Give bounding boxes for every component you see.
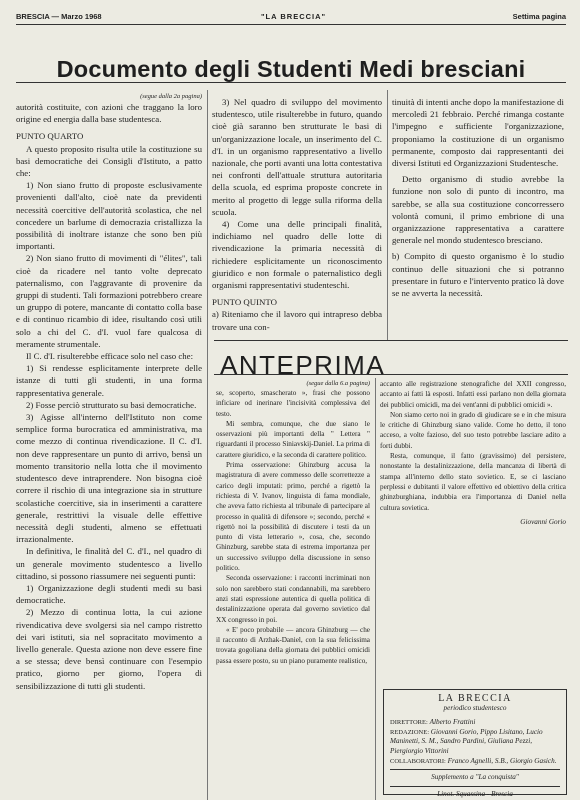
article-headline: Documento degli Studenti Medi bresciani bbox=[56, 56, 526, 82]
paragraph: autorità costituite, con azioni che traggano la loro origine ed energia dalla base studentesca. bbox=[16, 102, 202, 125]
anteprima-column-left bbox=[216, 379, 370, 666]
paragraph: 2) Mezzo di continua lotta, la cui azione rivendicativa deve svolgersi sia nel campo ristretto dei vari istituti, sia nel sopracitato movimento a livello generale. Questa azione non deve essere fine a se stessa; deve bensì continuare con l'esempio pratico, giorno per giorno, l'opera di sensibilizzazione di tutti gli studenti. bbox=[16, 607, 202, 691]
paragraph: se, scoperto, smascherato », frasi che possono inficiare od inerinare l'incisività complessiva del testo. bbox=[216, 389, 370, 418]
director-name: Alberto Frattini bbox=[429, 718, 476, 727]
header-page-number: Settima pagina bbox=[512, 12, 566, 21]
collab-label: COLLABORATORI: bbox=[390, 757, 446, 765]
section-heading: PUNTO QUARTO bbox=[16, 131, 84, 142]
paragraph: Il C. d'I. risulterebbe efficace solo nel caso che: bbox=[26, 351, 194, 362]
paragraph: 2) Non siano frutto di movimenti di "élites", tali cioè da ricadere nel tanto volte deprecato paternalismo, con l'aggravante di provenire da gruppi di studenti. Tali formazioni potrebbero creare un gruppo di potere, mancante di contatto colla base e di continuo ricambio di idee, risultando così utili solo a chi del C. d'I. vuol fare qualcosa di meramente strumentale. bbox=[16, 253, 202, 349]
masthead-supplement: Supplemento a "La conquista" bbox=[431, 773, 519, 782]
article-column-3 bbox=[392, 96, 564, 299]
paragraph: Prima osservazione: Ghinzburg accusa la magistratura di avere commesso delle scorrettezze a carico degli imputati: primo, perché a rigettò la richiesta di V. Ivanov, linguista di fama mondiale, che aveva fatto richiesta al tribunale di partecipare al processo in qualità di difensore »; secondo, perché « rigettò noi la possibilità di discutere i testi da un punto di vista letterario », cosa, che, secondo Ghinzburg, sarebbe stata di estrema importanza per un successivo sviluppo della discussione in senso politico. bbox=[216, 461, 370, 573]
masthead-collaborators bbox=[390, 757, 560, 767]
paragraph: Resta, comunque, il fatto (gravissimo) del persistere, nonostante la destalinizzazione, della mancanza di libertà di stampa all'interno dello stato sovietico. E, se ci lasciano perplessi e dubitanti il valore effettivo ed obiettivo della critica ghinzburghiana, indubbia era l'importanza di Daniel nella cultura sovietica. bbox=[380, 452, 566, 512]
column-divider bbox=[207, 90, 208, 800]
column-divider bbox=[387, 90, 388, 340]
paragraph: 2) Fosse perciò strutturato su basi democratiche. bbox=[26, 399, 197, 410]
masthead-box bbox=[383, 689, 567, 798]
paragraph: In definitiva, le finalità del C. d'I., nel quadro di un generale movimento studentesco a livello cittadino, si possono riassumere nei seguenti punti: bbox=[16, 546, 202, 581]
section-rule bbox=[214, 374, 568, 375]
redazione-names: Giovanni Gorio, Pippo Lisitano, Lucio Maninetti, S. M., Sandro Pardini, Giuliana Pezzi, Piergiorgio Vittorini bbox=[390, 727, 543, 755]
masthead-subtitle: periodico studentesco bbox=[443, 703, 507, 712]
paragraph: 1) Organizzazione degli studenti medi su basi democratiche. bbox=[16, 582, 202, 606]
paragraph: tinuità di intenti anche dopo la manifestazione di mercoledì 21 febbraio. Perché rimanga costante l'impegno e sufficiente l'organizzazione, proponiamo la costituzione di un organismo permanente, composto dai rappresentanti dei diversi Istituti ed Organizzazioni Studentesche. bbox=[392, 97, 564, 169]
masthead-redazione bbox=[390, 728, 560, 757]
anteprima-column-right bbox=[380, 379, 566, 527]
paragraph: 3) Agisse all'interno dell'Istituto non come semplice forma burocratica ed amministrativa, ma come mezzo di continua rivendicazione. Il C. d'I. non deve rappresentare un punto di arrivo, bensì un momento transitorio nella lotta che il movimento studentesco deve intraprendere. Non bisogna cioè correre il rischio di una integrazione sia in strutture scolastiche coercitive, sia in inserimenti a carattere generale, restrittivi la visuale delle effettive necessità degli studenti, almeno se effettuati irrazionalmente. bbox=[16, 412, 202, 545]
headline-rule bbox=[16, 82, 566, 83]
paragraph: Seconda osservazione: i racconti incriminati non solo non sarebbero stati condannabili, ma sarebbero anzi stati espressione autentica di quella politica di destalinizzazione operata dal governo sovietico dal XX congresso in poi. bbox=[216, 574, 370, 624]
collab-names: Franco Agnelli, S.B., Giorgio Gasich. bbox=[447, 756, 557, 765]
masthead-director bbox=[390, 718, 560, 728]
masthead-rule bbox=[390, 786, 560, 787]
paragraph: accanto alle registrazione stenografiche del XXII congresso, accanto ai fatti là esposti. Infatti essi parlano non della giornata dei pubblici omicidi, ma dei vent'anni di pubblici omicidi ». bbox=[380, 380, 566, 409]
article-signature: Giovanni Gorio bbox=[520, 517, 566, 526]
header-location-date: BRESCIA — Marzo 1968 bbox=[16, 12, 102, 21]
paragraph: « E' poco probabile — ancora Ghinzburg — che il racconto di Arzhak-Daniel, con la sua felicissima trovata gogoliana della giornata dei pubblici omicidi passa essere posto, su un piano puramente realistico, bbox=[216, 625, 370, 665]
section-title: ANTEPRIMA bbox=[220, 350, 386, 380]
continuation-note: (segue dalla 2a pagina) bbox=[140, 93, 202, 100]
paragraph: 3) Nel quadro di sviluppo del movimento studentesco, utile risulterebbe in futuro, quando cioè già saranno ben strutturate le basi di un'organizzazione locale, un inserimento del C. d'I. in un organismo rappresentativo a livello nazionale, che porti avanti una lotta contestativa nei confronti dell'attuale struttura autoritaria della scuola, ed esprima proposte concrete in merito al progetto di legge sulla riforma della scuola. bbox=[212, 97, 382, 217]
section-rule bbox=[214, 340, 568, 343]
paragraph: A questo proposito risulta utile la costituzione su basi democratiche dei Consigli d'Istituto, a patto che: bbox=[16, 143, 202, 179]
paragraph: Non siamo certo noi in grado di giudicare se e in che misura le critiche di Ghinzburg siano valide. Come ho detto, il tono acceso, a volte fazioso, del suo testo potrebbe lasciare adito a forti dubbi. bbox=[380, 410, 566, 450]
paragraph: Detto organismo di studio avrebbe la funzione non solo di punto di incontro, ma sarebbe, se alla sua costituzione concorressero volontà comuni, il primo embrione di una organizzazione rappresentativa a carattere generale nel mondo studentesco bresciano. bbox=[392, 174, 564, 246]
continuation-note: (segue dalla 6.a pagina) bbox=[306, 380, 370, 387]
article-column-2 bbox=[212, 96, 382, 333]
paragraph: 1) Non siano frutto di proposte esclusivamente provenienti dall'alto, cioè nate da previdenti necessità coercitive dell'autorità scolastica, che nel concedere un barlume di democrazia cristallizza la possibilità di inoltrare istanze che sono ben più importanti. bbox=[16, 180, 202, 252]
header-rule bbox=[16, 24, 566, 25]
director-label: DIRETTORE: bbox=[390, 719, 428, 727]
paragraph: 1) Si rendesse esplicitamente interprete delle istanze di tutti gli studenti, in una forma rappresentativa generale. bbox=[16, 363, 202, 398]
paragraph: b) Compito di questo organismo è lo studio continuo delle situazioni che si potranno presentare in futuro e l'intervento pratico là dove se ne avverta la necessità. bbox=[392, 251, 564, 299]
masthead-rule bbox=[390, 769, 560, 770]
masthead-title: LA BRECCIA bbox=[438, 693, 512, 704]
article-column-1 bbox=[16, 92, 202, 692]
paragraph: a) Riteniamo che il lavoro qui intrapreso debba trovare una con- bbox=[212, 309, 382, 332]
redazione-label: REDAZIONE: bbox=[390, 728, 429, 736]
column-divider bbox=[375, 378, 376, 800]
paragraph: Mi sembra, comunque, che due siano le osservazioni più importanti della " Lettera " riguardanti il processo Siniavskij-Daniel. La prima di carattere giuridico, e la seconda di carattere politico. bbox=[216, 419, 370, 459]
header-publication: "LA BRECCIA" bbox=[261, 12, 327, 21]
masthead-printer: Linot. Squassina - Brescia bbox=[437, 789, 513, 798]
paragraph: 4) Come una delle principali finalità, indichiamo nel quadro delle lotte di rivendicazione la primaria necessità di richiedere esplicitamente un riconoscimento giuridico e non formale o paternalistico degli organismi rappresentativi studenteschi. bbox=[212, 219, 382, 291]
section-heading: PUNTO QUINTO bbox=[212, 297, 277, 308]
